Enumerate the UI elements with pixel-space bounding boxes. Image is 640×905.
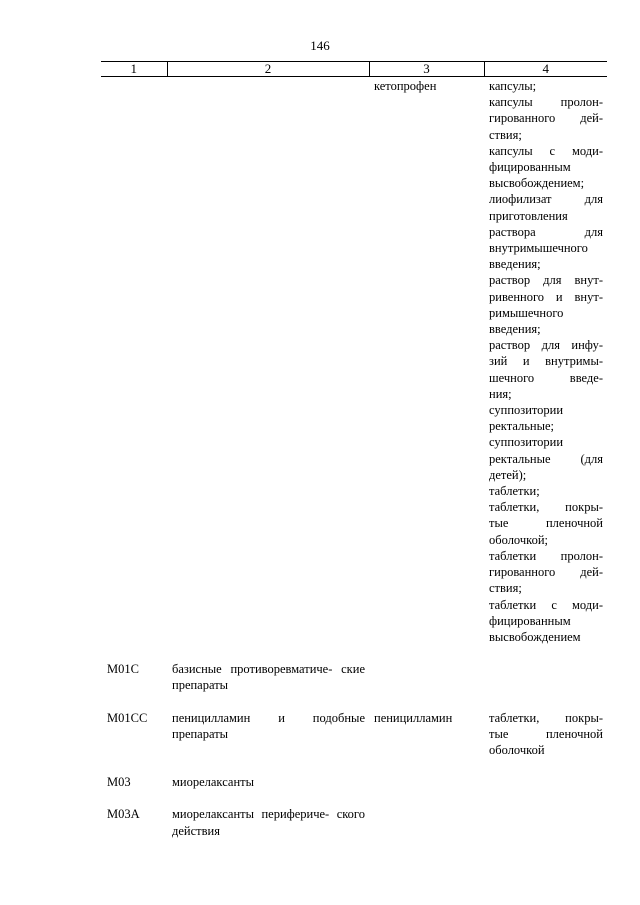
drug-name bbox=[369, 774, 484, 806]
dosage-form-line: приготовления bbox=[489, 208, 568, 223]
dosage-form-line: таблетки, покры- bbox=[489, 710, 603, 725]
anatomical-therapeutic-group: пеницилламин и подобные препараты bbox=[172, 710, 365, 741]
dosage-form-line: гированного дей- bbox=[489, 565, 603, 580]
dosage-form-line: ректальные (для bbox=[489, 451, 603, 466]
table-row bbox=[101, 806, 607, 854]
dosage-form-line: раствор для внут- bbox=[489, 273, 603, 288]
dosage-form-line: ривенного и внут- bbox=[489, 289, 603, 304]
anatomical-therapeutic-group bbox=[167, 77, 369, 662]
dosage-form-line: внутримышечного bbox=[489, 241, 588, 256]
table-row bbox=[101, 77, 607, 662]
dosage-form-line: фицированным bbox=[489, 613, 571, 628]
dosage-form-line: ректальные; bbox=[489, 419, 555, 434]
anatomical-therapeutic-group: миорелаксанты bbox=[172, 775, 254, 790]
column-header-2: 2 bbox=[167, 62, 369, 77]
drug-table bbox=[101, 61, 607, 855]
dosage-form-line: капсулы пролон- bbox=[489, 95, 603, 110]
atc-code: M01C bbox=[107, 662, 139, 677]
column-header-3: 3 bbox=[369, 62, 484, 77]
dosage-form-line: капсулы с моди- bbox=[489, 143, 603, 158]
atc-code bbox=[101, 77, 167, 662]
dosage-form-line: тые пленочной bbox=[489, 516, 603, 531]
atc-code: M03 bbox=[107, 775, 131, 790]
dosage-form-line: оболочкой; bbox=[489, 532, 548, 547]
atc-code: M01CC bbox=[107, 710, 148, 725]
dosage-forms bbox=[484, 774, 607, 806]
drug-name: пеницилламин bbox=[374, 710, 453, 725]
dosage-forms bbox=[484, 661, 607, 709]
dosage-form-line: ствия; bbox=[489, 581, 522, 596]
dosage-form-line: введения; bbox=[489, 257, 541, 272]
dosage-form-line: тые пленочной bbox=[489, 726, 603, 741]
column-header-1: 1 bbox=[101, 62, 167, 77]
dosage-form-line: введения; bbox=[489, 322, 541, 337]
table-row bbox=[101, 710, 607, 775]
dosage-form-line: ствия; bbox=[489, 127, 522, 142]
dosage-form-line: гированного дей- bbox=[489, 111, 603, 126]
dosage-form-line: детей); bbox=[489, 467, 527, 482]
dosage-form-line: ния; bbox=[489, 386, 512, 401]
dosage-form-line: суппозитории bbox=[489, 435, 564, 450]
drug-name bbox=[369, 806, 484, 854]
drug-name: кетопрофен bbox=[374, 79, 437, 93]
anatomical-therapeutic-group: базисные противоревматиче- ские препараты bbox=[172, 662, 365, 693]
dosage-form-line: таблетки с моди- bbox=[489, 597, 603, 612]
dosage-forms bbox=[484, 806, 607, 854]
dosage-form-line: шечного введе- bbox=[489, 370, 603, 385]
dosage-form-line: высвобождением bbox=[489, 629, 581, 644]
table-row bbox=[101, 661, 607, 709]
table-header-row bbox=[101, 62, 607, 77]
dosage-form-line: высвобождением; bbox=[489, 176, 585, 191]
dosage-form-line: фицированным bbox=[489, 160, 571, 175]
dosage-form-line: оболочкой bbox=[489, 742, 545, 757]
dosage-form-line: таблетки; bbox=[489, 484, 540, 499]
table-row bbox=[101, 774, 607, 806]
anatomical-therapeutic-group: миорелаксанты периферичe- ского действия bbox=[172, 807, 365, 838]
dosage-form-line: раствор для инфу- bbox=[489, 338, 603, 353]
atc-code: M03A bbox=[107, 807, 140, 822]
dosage-form-line: таблетки, покры- bbox=[489, 500, 603, 515]
drug-name bbox=[369, 661, 484, 709]
dosage-form-line: раствора для bbox=[489, 224, 603, 239]
dosage-form-line: зий и внутримы- bbox=[489, 354, 603, 369]
dosage-form-line: таблетки пролон- bbox=[489, 548, 603, 563]
dosage-form-line: римышечного bbox=[489, 305, 564, 320]
dosage-forms bbox=[484, 710, 607, 775]
dosage-form-line: капсулы; bbox=[489, 79, 537, 93]
dosage-form-line: лиофилизат для bbox=[489, 192, 603, 207]
page-number: 146 bbox=[310, 38, 330, 53]
column-header-4: 4 bbox=[484, 62, 607, 77]
dosage-forms bbox=[484, 77, 607, 662]
dosage-form-line: суппозитории bbox=[489, 403, 564, 418]
